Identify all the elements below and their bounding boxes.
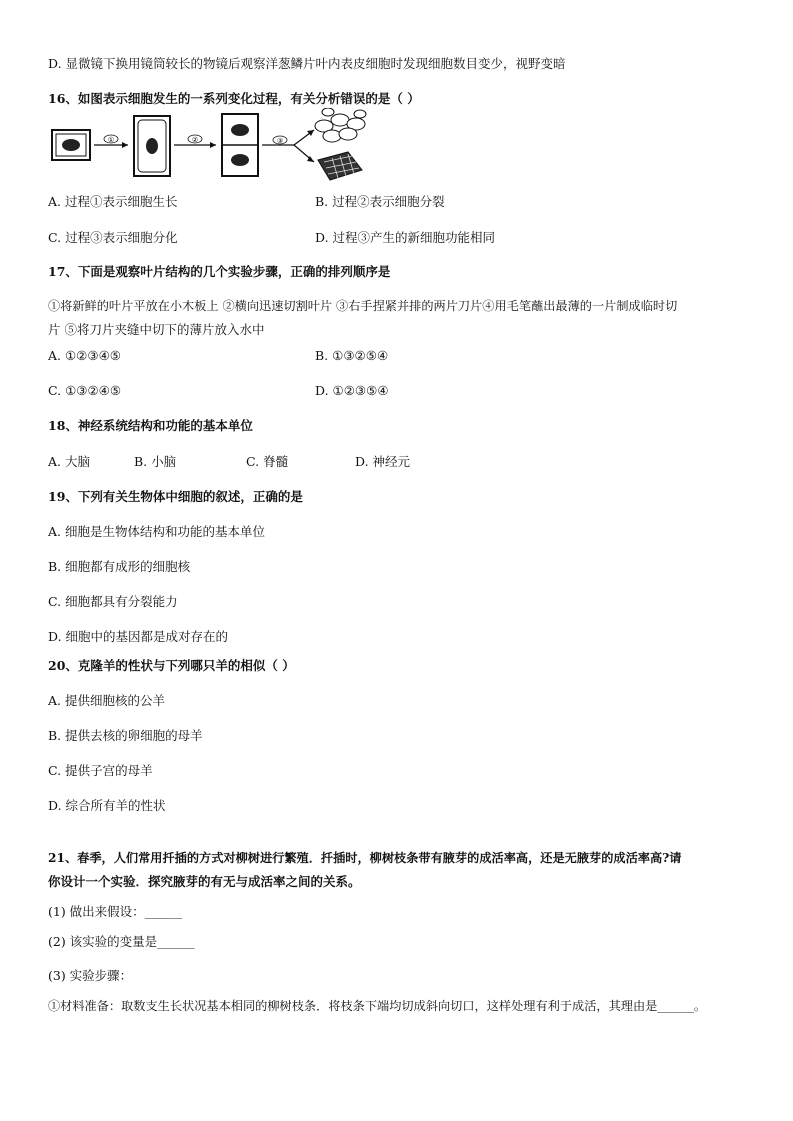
q16-stem: 16、如图表示细胞发生的一系列变化过程，有关分析错误的是（ ） [48,91,420,106]
q17-option-b[interactable]: B. ①③②⑤④ [315,348,389,363]
step-1-label: ① [107,136,115,144]
q16-option-d[interactable]: D. 过程③产生的新细胞功能相同 [315,230,496,245]
q17-option-a[interactable]: A. ①②③④⑤ [48,348,122,363]
q17-stem: 17、下面是观察叶片结构的几个实验步骤，正确的排列顺序是 [48,264,391,279]
q21-step-1[interactable]: ①材料准备：取数支生长状况基本相同的柳树枝条．将枝条下端均切成斜向切口，这样处理有利于成活，其理由是______。 [48,999,707,1013]
q20-option-c[interactable]: C. 提供子宫的母羊 [48,763,153,778]
cell-change-figure [48,108,368,183]
dense-cell-tissue [318,152,362,180]
q19-option-d[interactable]: D. 细胞中的基因都是成对存在的 [48,629,229,644]
q18-option-c[interactable]: C. 脊髓 [246,454,289,469]
divided-cells [222,114,258,176]
step-2-label: ② [191,136,199,144]
q21-stem-line-2: 你设计一个实验．探究腋芽的有无与成活率之间的关系。 [48,874,361,889]
q21-sub-question-2[interactable]: (2) 该实验的变量是______ [48,934,195,949]
q17-steps-line-1: ①将新鲜的叶片平放在小木板上 ②横向迅速切割叶片 ③右手捏紧并排的两片刀片④用毛笔蘸出最薄的一片制成临时切 [48,299,678,313]
q19-option-a[interactable]: A. 细胞是生物体结构和功能的基本单位 [48,524,265,539]
q21-stem-line-1: 21、春季，人们常用扦插的方式对柳树进行繁殖．扦插时，柳树枝条带有腋芽的成活率高，还是无腋芽的成活率高?请 [48,851,682,865]
q17-option-d[interactable]: D. ①②③⑤④ [315,383,389,398]
q19-option-c[interactable]: C. 细胞都具有分裂能力 [48,594,178,609]
grown-cell [134,116,170,176]
q16-option-b[interactable]: B. 过程②表示细胞分裂 [315,194,445,209]
q19-option-b[interactable]: B. 细胞都有成形的细胞核 [48,559,191,574]
q20-stem: 20、克隆羊的性状与下列哪只羊的相似（ ） [48,658,295,673]
round-cell-tissue [315,108,366,142]
q15-option-d: D. 显微镜下换用镜筒较长的物镜后观察洋葱鳞片叶内表皮细胞时发现细胞数目变少，视野变暗 [48,56,566,71]
q20-option-d[interactable]: D. 综合所有羊的性状 [48,798,166,813]
q19-stem: 19、下列有关生物体中细胞的叙述，正确的是 [48,489,303,504]
q16-option-a[interactable]: A. 过程①表示细胞生长 [48,194,178,209]
q17-option-c[interactable]: C. ①③②④⑤ [48,383,122,398]
q18-option-a[interactable]: A. 大脑 [48,454,90,469]
q18-option-b[interactable]: B. 小脑 [134,454,177,469]
q21-sub-question-1[interactable]: (1) 做出来假设：______ [48,904,183,919]
q18-option-d[interactable]: D. 神经元 [355,454,411,469]
q21-sub-question-3: (3) 实验步骤： [48,968,133,983]
step-3-label: ③ [276,137,284,145]
q18-stem: 18、神经系统结构和功能的基本单位 [48,418,253,433]
q16-option-c[interactable]: C. 过程③表示细胞分化 [48,230,178,245]
q17-steps-line-2: 片 ⑤将刀片夹缝中切下的薄片放入水中 [48,322,265,337]
q20-option-a[interactable]: A. 提供细胞核的公羊 [48,693,165,708]
q20-option-b[interactable]: B. 提供去核的卵细胞的母羊 [48,728,203,743]
initial-cell [52,130,90,160]
